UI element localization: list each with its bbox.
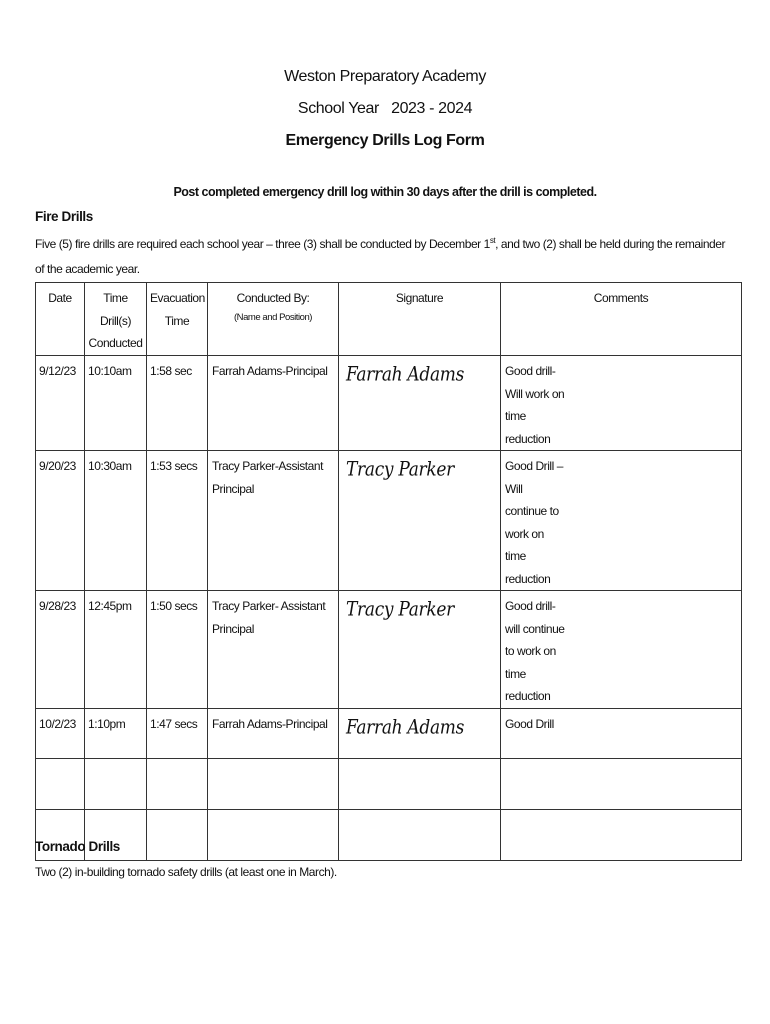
school-name: Weston Preparatory Academy: [284, 68, 486, 85]
cell-comments: [501, 591, 742, 709]
fire-desc-post: , and two (2) shall be held during the remainder of the academic year.: [35, 237, 726, 276]
cell-comments: [501, 356, 742, 451]
table-row-empty: [36, 758, 742, 809]
col-header-time: Time Drill(s) Conducted: [85, 283, 147, 356]
comment-text: Good drill- Will work on time reduction: [505, 364, 565, 446]
cell-signature: [339, 591, 501, 709]
cell-empty[interactable]: [339, 758, 501, 809]
cell-empty[interactable]: [339, 809, 501, 860]
cell-empty[interactable]: [208, 809, 339, 860]
col-header-comments: Comments: [501, 283, 742, 356]
cell-empty[interactable]: [147, 809, 208, 860]
cell-conducted-by: Tracy Parker- Assistant Principal: [208, 591, 339, 709]
cell-signature: [339, 708, 501, 758]
tornado-drills-description: Two (2) in-building tornado safety drills (at least one in March).: [35, 865, 337, 879]
signature-handwritten: Tracy Parker: [346, 458, 454, 482]
cell-date: 9/12/23: [36, 356, 85, 451]
table-row: [36, 591, 742, 709]
cell-empty[interactable]: [36, 758, 85, 809]
col-header-signature: Signature: [339, 283, 501, 356]
cell-empty[interactable]: [501, 809, 742, 860]
comment-text: Good drill- will continue to work on time reduction: [505, 599, 565, 703]
cell-time: 12:45pm: [85, 591, 147, 709]
fire-drill-log-table: [35, 282, 742, 861]
cell-evacuation-time: 1:50 secs: [147, 591, 208, 709]
cell-evacuation-time: 1:47 secs: [147, 708, 208, 758]
cell-conducted-by: Tracy Parker-Assistant Principal: [208, 451, 339, 591]
cell-evacuation-time: 1:58 sec: [147, 356, 208, 451]
school-year: School Year 2023 - 2024: [297, 100, 473, 117]
table-header-row: [36, 283, 742, 356]
cell-comments: [501, 708, 742, 758]
signature-handwritten: Farrah Adams: [346, 363, 465, 387]
cell-conducted-by: Farrah Adams-Principal: [208, 708, 339, 758]
cell-evacuation-time: 1:53 secs: [147, 451, 208, 591]
conducted-by-label: Conducted By:: [236, 291, 310, 305]
cell-signature: [339, 356, 501, 451]
cell-empty[interactable]: [208, 758, 339, 809]
col-header-conducted-by: [208, 283, 339, 356]
table-row: [36, 451, 742, 591]
cell-date: 9/28/23: [36, 591, 85, 709]
comment-text: Good Drill – Will continue to work on time reduction: [505, 459, 563, 586]
comment-text: Good Drill: [505, 716, 554, 731]
cell-conducted-by: Farrah Adams-Principal: [208, 356, 339, 451]
cell-signature: [339, 451, 501, 591]
posting-notice: Post completed emergency drill log within 30 days after the drill is completed.: [173, 185, 597, 199]
cell-empty[interactable]: [85, 758, 147, 809]
cell-time: 10:10am: [85, 356, 147, 451]
cell-empty[interactable]: [501, 758, 742, 809]
cell-time: 10:30am: [85, 451, 147, 591]
conducted-by-sublabel: (Name and Position): [233, 311, 313, 323]
cell-time: 1:10pm: [85, 708, 147, 758]
table-row-empty: [36, 809, 742, 860]
cell-comments: [501, 451, 742, 591]
cell-date: 10/2/23: [36, 708, 85, 758]
signature-handwritten: Tracy Parker: [346, 598, 454, 622]
table-row: [36, 708, 742, 758]
fire-drills-heading: Fire Drills: [35, 209, 93, 224]
tornado-drills-heading: Tornado Drills: [35, 839, 120, 854]
fire-desc-pre: Five (5) fire drills are required each school year – three (3) shall be conducted by December 1: [35, 237, 490, 251]
form-title: Emergency Drills Log Form: [285, 132, 485, 149]
cell-date: 9/20/23: [36, 451, 85, 591]
table-row: [36, 356, 742, 451]
signature-handwritten: Farrah Adams: [346, 715, 465, 739]
col-header-date: Date: [36, 283, 85, 356]
fire-drills-description: [35, 232, 735, 282]
cell-empty[interactable]: [147, 758, 208, 809]
col-header-evacuation: Evacuation Time: [147, 283, 208, 356]
fire-desc-sup: st: [489, 236, 496, 245]
